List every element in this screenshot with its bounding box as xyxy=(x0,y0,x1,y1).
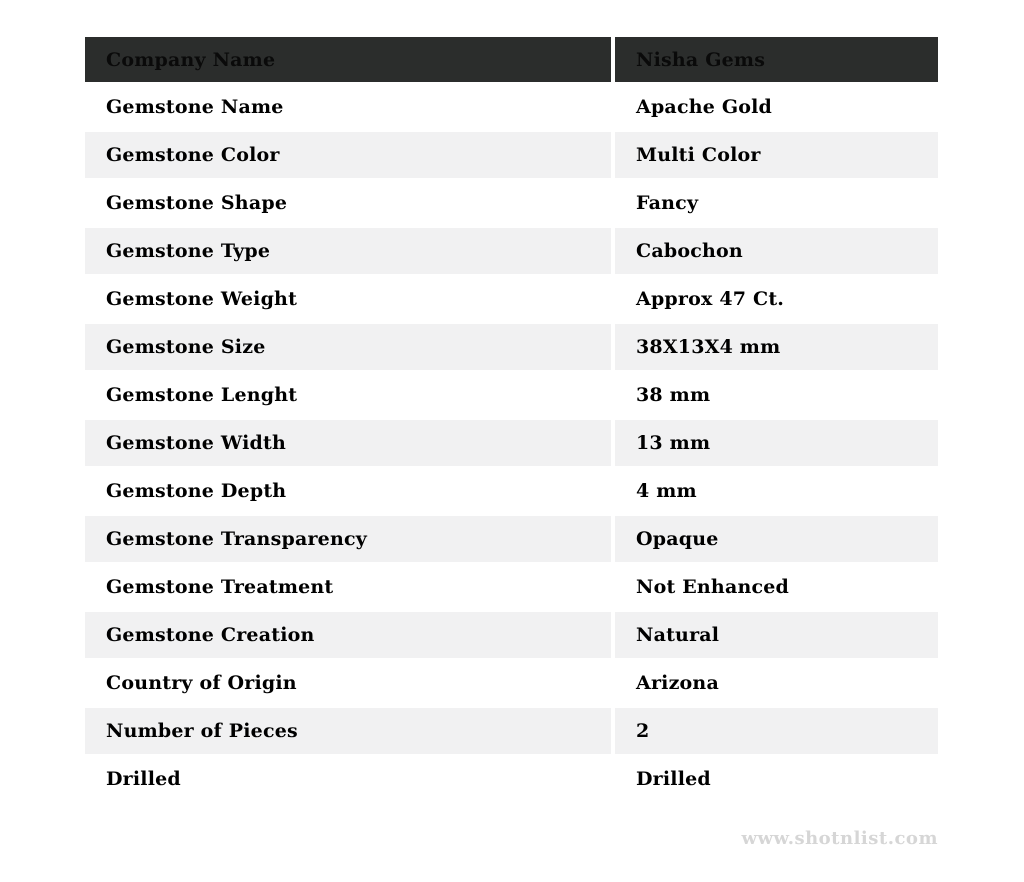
table-row xyxy=(85,180,938,226)
watermark-text: www.shotnlist.com xyxy=(741,828,938,849)
row-label-cell: Gemstone Type xyxy=(85,228,611,274)
table-header-row xyxy=(85,37,938,82)
row-value-cell: 2 xyxy=(615,708,938,754)
row-value-cell: Apache Gold xyxy=(615,84,938,130)
row-value-cell: Cabochon xyxy=(615,228,938,274)
row-value-cell: Natural xyxy=(615,612,938,658)
row-label-cell: Gemstone Treatment xyxy=(85,564,611,610)
row-value-cell: 13 mm xyxy=(615,420,938,466)
row-label-cell: Drilled xyxy=(85,756,611,802)
row-value-cell: Multi Color xyxy=(615,132,938,178)
table-row xyxy=(85,612,938,658)
header-label-cell: Company Name xyxy=(85,37,611,82)
header-value-cell: Nisha Gems xyxy=(615,37,938,82)
row-label-cell: Gemstone Name xyxy=(85,84,611,130)
table-row xyxy=(85,420,938,466)
row-label-cell: Gemstone Creation xyxy=(85,612,611,658)
table-row xyxy=(85,228,938,274)
table-row xyxy=(85,516,938,562)
row-value-cell: 4 mm xyxy=(615,468,938,514)
row-label-cell: Gemstone Color xyxy=(85,132,611,178)
table-row xyxy=(85,708,938,754)
row-label-cell: Gemstone Width xyxy=(85,420,611,466)
row-label-cell: Gemstone Lenght xyxy=(85,372,611,418)
row-value-cell: 38X13X4 mm xyxy=(615,324,938,370)
row-label-cell: Number of Pieces xyxy=(85,708,611,754)
table-row xyxy=(85,84,938,130)
table-row xyxy=(85,660,938,706)
row-value-cell: Drilled xyxy=(615,756,938,802)
row-value-cell: Fancy xyxy=(615,180,938,226)
row-value-cell: Opaque xyxy=(615,516,938,562)
row-label-cell: Gemstone Shape xyxy=(85,180,611,226)
row-label-cell: Gemstone Size xyxy=(85,324,611,370)
table-row xyxy=(85,132,938,178)
table-row xyxy=(85,468,938,514)
row-value-cell: Not Enhanced xyxy=(615,564,938,610)
row-label-cell: Gemstone Weight xyxy=(85,276,611,322)
row-label-cell: Country of Origin xyxy=(85,660,611,706)
table-row xyxy=(85,276,938,322)
table-row xyxy=(85,372,938,418)
table-row xyxy=(85,756,938,802)
row-value-cell: Approx 47 Ct. xyxy=(615,276,938,322)
table-row xyxy=(85,564,938,610)
row-value-cell: 38 mm xyxy=(615,372,938,418)
row-value-cell: Arizona xyxy=(615,660,938,706)
table-row xyxy=(85,324,938,370)
row-label-cell: Gemstone Depth xyxy=(85,468,611,514)
row-label-cell: Gemstone Transparency xyxy=(85,516,611,562)
gemstone-spec-table xyxy=(85,37,938,802)
